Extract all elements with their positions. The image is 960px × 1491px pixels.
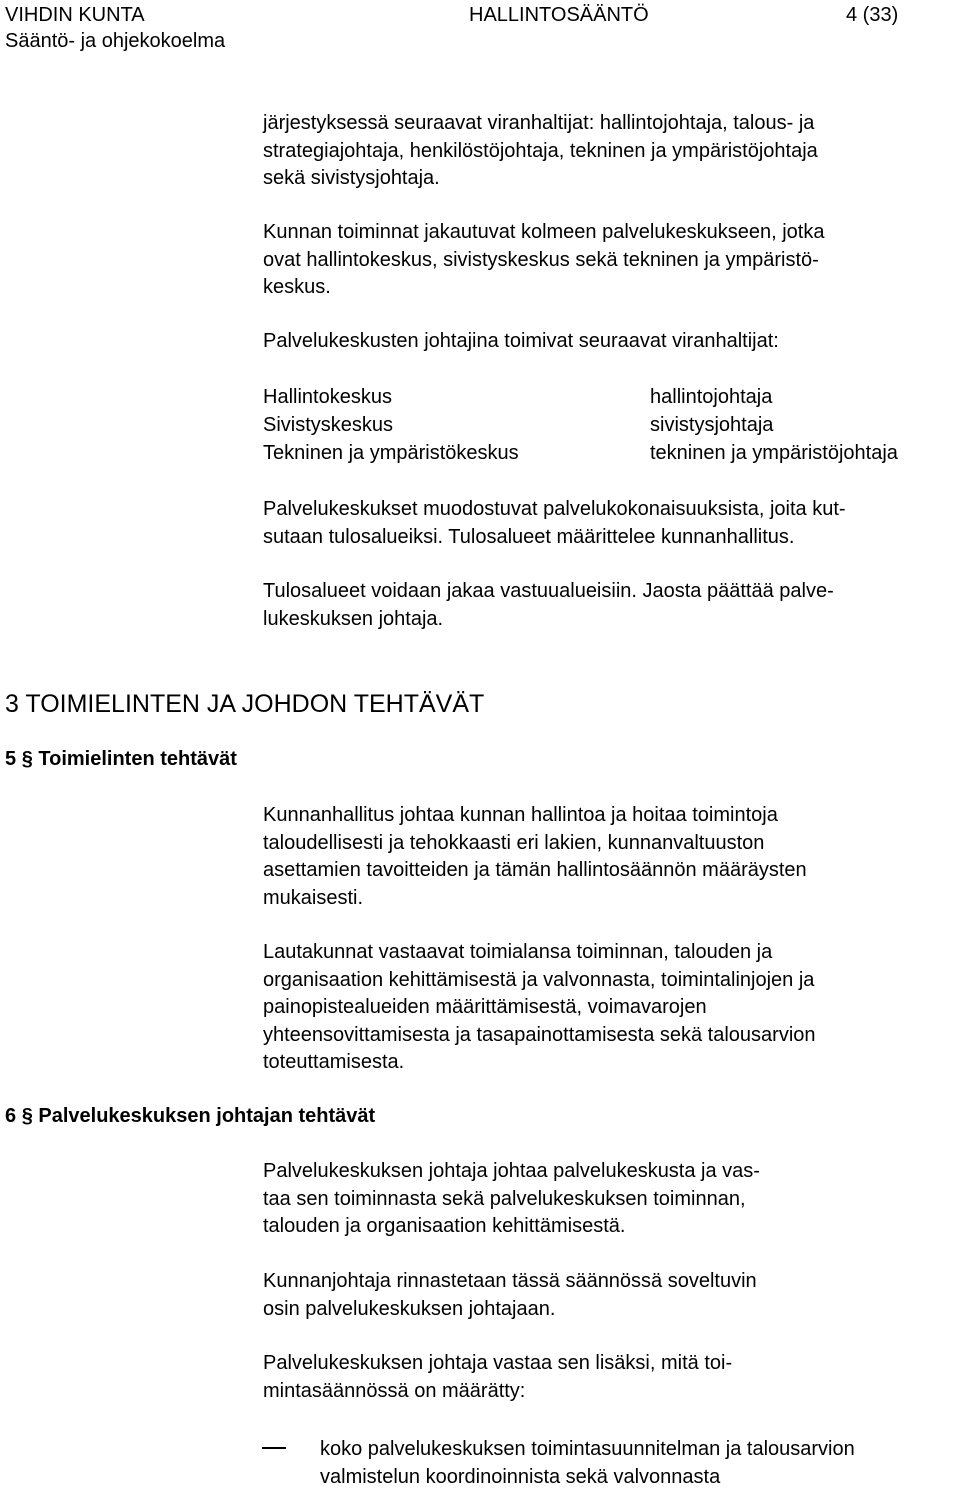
paragraph-committees (263, 939, 816, 1077)
text-line: sutaan tulosalueiksi. Tulosalueet määrittelee kunnanhallitus. (263, 524, 846, 552)
section-mark: § (22, 748, 33, 770)
section-number: 6 (5, 1105, 16, 1127)
paragraph-director-responsibilities (263, 1350, 732, 1405)
text-line: lukeskuksen johtaja. (263, 606, 834, 634)
section-title: Toimielinten tehtävät (38, 748, 237, 770)
text-line: Palvelukeskukset muodostuvat palvelukokonaisuuksista, joita kut- (263, 496, 846, 524)
text-line: Tulosalueet voidaan jakaa vastuualueisiin. Jaosta päättää palve- (263, 578, 834, 606)
paragraph-municipal-manager (263, 1268, 757, 1323)
center-name: Tekninen ja ympäristökeskus (263, 439, 519, 467)
section-mark: § (22, 1105, 33, 1127)
chapter-heading: 3 TOIMIELINTEN JA JOHDON TEHTÄVÄT (5, 688, 484, 720)
text-line: keskus. (263, 274, 824, 302)
text-line: Kunnanhallitus johtaa kunnan hallintoa ja hoitaa toimintoja (263, 802, 807, 830)
section-title: Palvelukeskuksen johtajan tehtävät (38, 1105, 375, 1127)
text-line: taloudellisesti ja tehokkaasti eri lakien, kunnanvaltuuston (263, 830, 807, 858)
text-line: talouden ja organisaation kehittämisestä. (263, 1213, 760, 1241)
section-6-heading (5, 1103, 375, 1129)
text-line: valmistelun koordinoinnista sekä valvonnasta (320, 1464, 855, 1491)
section-number: 5 (5, 748, 16, 770)
text-line: Lautakunnat vastaavat toimialansa toiminnan, talouden ja (263, 939, 816, 967)
center-head: hallintojohtaja (650, 383, 772, 411)
text-line: sekä sivistysjohtaja. (263, 165, 818, 193)
paragraph-municipal-board (263, 802, 807, 912)
paragraph-result-areas (263, 496, 846, 551)
text-line: Palvelukeskuksen johtaja johtaa palvelukeskusta ja vas- (263, 1158, 760, 1186)
paragraph-service-centers (263, 219, 824, 302)
text-line: osin palvelukeskuksen johtajaan. (263, 1296, 757, 1324)
center-name: Hallintokeskus (263, 383, 392, 411)
paragraph-center-director (263, 1158, 760, 1241)
text-line: Kunnan toiminnat jakautuvat kolmeen palvelukeskukseen, jotka (263, 219, 824, 247)
center-head: tekninen ja ympäristöjohtaja (650, 439, 898, 467)
text-line: Kunnanjohtaja rinnastetaan tässä säännössä soveltuvin (263, 1268, 757, 1296)
text-line: yhteensovittamisesta ja tasapainottamisesta sekä talousarvion (263, 1022, 816, 1050)
text-line: painopistealueiden määrittämisestä, voimavarojen (263, 994, 816, 1022)
header-page-number: 4 (33) (846, 2, 898, 28)
text-line: ovat hallintokeskus, sivistyskeskus sekä tekninen ja ympäristö- (263, 247, 824, 275)
text-line: strategiajohtaja, henkilöstöjohtaja, tekninen ja ympäristöjohtaja (263, 138, 818, 166)
text-line: mintasäännössä on määrätty: (263, 1378, 732, 1406)
text-line: asettamien tavoitteiden ja tämän hallintosäännön määräysten (263, 857, 807, 885)
text-line: organisaation kehittämisestä ja valvonnasta, toimintalinjojen ja (263, 967, 816, 995)
center-head: sivistysjohtaja (650, 411, 773, 439)
text-line: koko palvelukeskuksen toimintasuunnitelman ja talousarvion (320, 1436, 855, 1464)
dash-bullet-icon (262, 1447, 286, 1449)
header-subtitle: Sääntö- ja ohjekokoelma (5, 28, 225, 54)
text-line: järjestyksessä seuraavat viranhaltijat: hallintojohtaja, talous- ja (263, 110, 818, 138)
text-line: Palvelukeskusten johtajina toimivat seuraavat viranhaltijat: (263, 328, 779, 356)
paragraph-responsibility-areas (263, 578, 834, 633)
list-item (320, 1436, 855, 1491)
section-5-heading (5, 746, 237, 772)
paragraph-center-heads-intro (263, 328, 779, 356)
text-line: Palvelukeskuksen johtaja vastaa sen lisäksi, mitä toi- (263, 1350, 732, 1378)
text-line: mukaisesti. (263, 885, 807, 913)
header-doc-title: HALLINTOSÄÄNTÖ (469, 2, 649, 28)
header-org: VIHDIN KUNTA (5, 2, 145, 28)
text-line: taa sen toiminnasta sekä palvelukeskuksen toiminnan, (263, 1186, 760, 1214)
center-name: Sivistyskeskus (263, 411, 393, 439)
paragraph-officials-order (263, 110, 818, 193)
text-line: toteuttamisesta. (263, 1049, 816, 1077)
